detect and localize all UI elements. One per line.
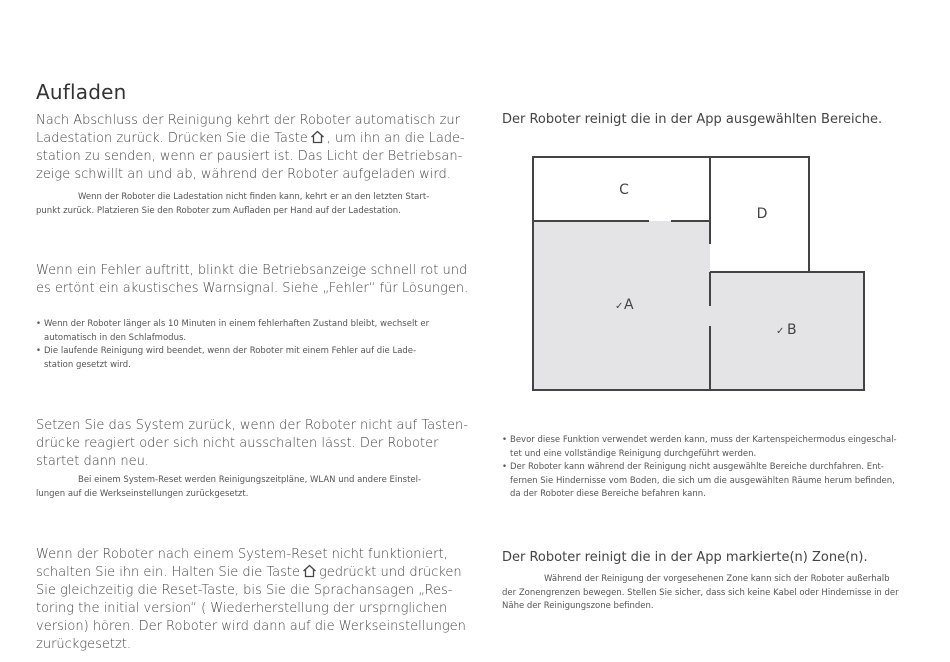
note-line: Während der Reinigung der vorgesehenen Zone kann sich der Roboter außerhalb bbox=[544, 574, 890, 584]
text-line: drücke reagiert oder sich nicht ausschalten lässt. Der Roboter bbox=[36, 436, 439, 451]
bullet-line: • Wenn der Roboter länger als 10 Minuten in einem fehlerhaften Zustand bleibt, wechselt er bbox=[44, 319, 430, 329]
text-fragment: gedrückt und drücken bbox=[318, 565, 462, 580]
text-line: Wenn der Roboter nach einem System-Reset nicht funktioniert, bbox=[36, 547, 448, 562]
text-line: Sie gleichzeitig die Reset-Taste, bis Sie die Sprachansagen „Res- bbox=[36, 583, 453, 598]
note-line: lungen auf die Werkseinstellungen zurückgesetzt. bbox=[36, 488, 249, 499]
text-line: Nach Abschluss der Reinigung kehrt der Roboter automatisch zur bbox=[36, 113, 460, 128]
error-paragraph bbox=[36, 262, 468, 298]
room-label-b: B bbox=[787, 322, 797, 338]
error-bullet-list bbox=[36, 318, 429, 372]
text-line: startet dann neu. bbox=[36, 454, 149, 469]
room-label-c: C bbox=[619, 182, 629, 198]
note-line: Wenn der Roboter die Ladestation nicht finden kann, kehrt er an den letzten Start- bbox=[78, 192, 430, 202]
bullet-line: • Der Roboter kann während der Reinigung nicht ausgewählte Bereiche durchfahren. Ent- bbox=[510, 462, 884, 472]
reset-paragraph bbox=[36, 417, 468, 471]
text-line: es ertönt ein akustisches Warnsignal. Siehe „Fehler“ für Lösungen. bbox=[36, 281, 469, 296]
bullet-line: automatisch in den Schlafmodus. bbox=[44, 332, 187, 343]
room-bullet-list bbox=[502, 434, 897, 502]
list-item bbox=[502, 461, 897, 502]
bullet-line: da der Roboter diese Bereiche befahren kann. bbox=[510, 489, 706, 499]
bullet-line: • Bevor diese Funktion verwendet werden kann, muss der Kartenspeichermodus eingeschal- bbox=[510, 435, 897, 445]
text-fragment: schalten Sie ihn ein. Halten Sie die Taste bbox=[36, 565, 300, 580]
room-label-d: D bbox=[756, 206, 768, 222]
reset-note bbox=[36, 474, 421, 501]
note-line: Bei einem System-Reset werden Reinigungszeitpläne, WLAN und andere Einstel- bbox=[78, 475, 422, 485]
home-icon bbox=[310, 130, 325, 144]
note-line: punkt zurück. Platzieren Sie den Roboter zum Aufladen per Hand auf der Ladestation. bbox=[36, 205, 401, 216]
bullet-line: station gesetzt wird. bbox=[44, 359, 131, 370]
home-icon bbox=[302, 564, 317, 578]
check-icon: ✓ bbox=[615, 301, 624, 312]
charging-note bbox=[36, 191, 429, 218]
text-fragment: Ladestation zurück. Drücken Sie die Taste bbox=[36, 131, 308, 146]
text-line: toring the initial version“ ( Wiederherstellung der ursprnglichen bbox=[36, 601, 448, 616]
room-map bbox=[532, 156, 866, 392]
text-line: version) hören. Der Roboter wird dann auf die Werkseinstellungen bbox=[36, 619, 466, 634]
text-line: station zu senden, wenn er pausiert ist. Das Licht der Betriebsan- bbox=[36, 149, 463, 164]
text-line: zurückgesetzt. bbox=[36, 637, 132, 652]
list-item bbox=[36, 345, 429, 372]
charging-paragraph bbox=[36, 112, 465, 184]
list-item bbox=[502, 434, 897, 461]
factory-reset-paragraph bbox=[36, 546, 466, 654]
bullet-line: tet und eine vollständige Reinigung durchgeführt werden. bbox=[510, 448, 757, 459]
check-icon: ✓ bbox=[776, 326, 785, 337]
list-item bbox=[36, 318, 429, 345]
zone-note bbox=[502, 573, 899, 614]
page-title: Aufladen bbox=[36, 80, 127, 104]
room-cleaning-heading: Der Roboter reinigt die in der App ausgewählten Bereiche. bbox=[502, 112, 883, 127]
text-line bbox=[36, 564, 466, 582]
text-fragment: , um ihn an die Lade- bbox=[326, 131, 465, 146]
note-line: Nähe der Reinigungszone befinden. bbox=[502, 601, 654, 611]
room-label-a: A bbox=[624, 297, 634, 313]
bullet-line: fernen Sie Hindernisse vom Boden, die sich um die ausgewählten Räume herum befinden, bbox=[510, 475, 895, 486]
text-line: Wenn ein Fehler auftritt, blinkt die Betriebsanzeige schnell rot und bbox=[36, 263, 468, 278]
zone-cleaning-heading: Der Roboter reinigt die in der App markierte(n) Zone(n). bbox=[502, 550, 868, 565]
text-line: Setzen Sie das System zurück, wenn der Roboter nicht auf Tasten- bbox=[36, 418, 468, 433]
text-line bbox=[36, 130, 465, 148]
note-line: der Zonengrenzen bewegen. Stellen Sie sicher, dass sich keine Kabel oder Hindernisse in der bbox=[502, 587, 899, 598]
text-line: zeige schwillt an und ab, während der Roboter aufgeladen wird. bbox=[36, 167, 451, 182]
bullet-line: • Die laufende Reinigung wird beendet, wenn der Roboter mit einem Fehler auf die Lade- bbox=[44, 346, 417, 356]
